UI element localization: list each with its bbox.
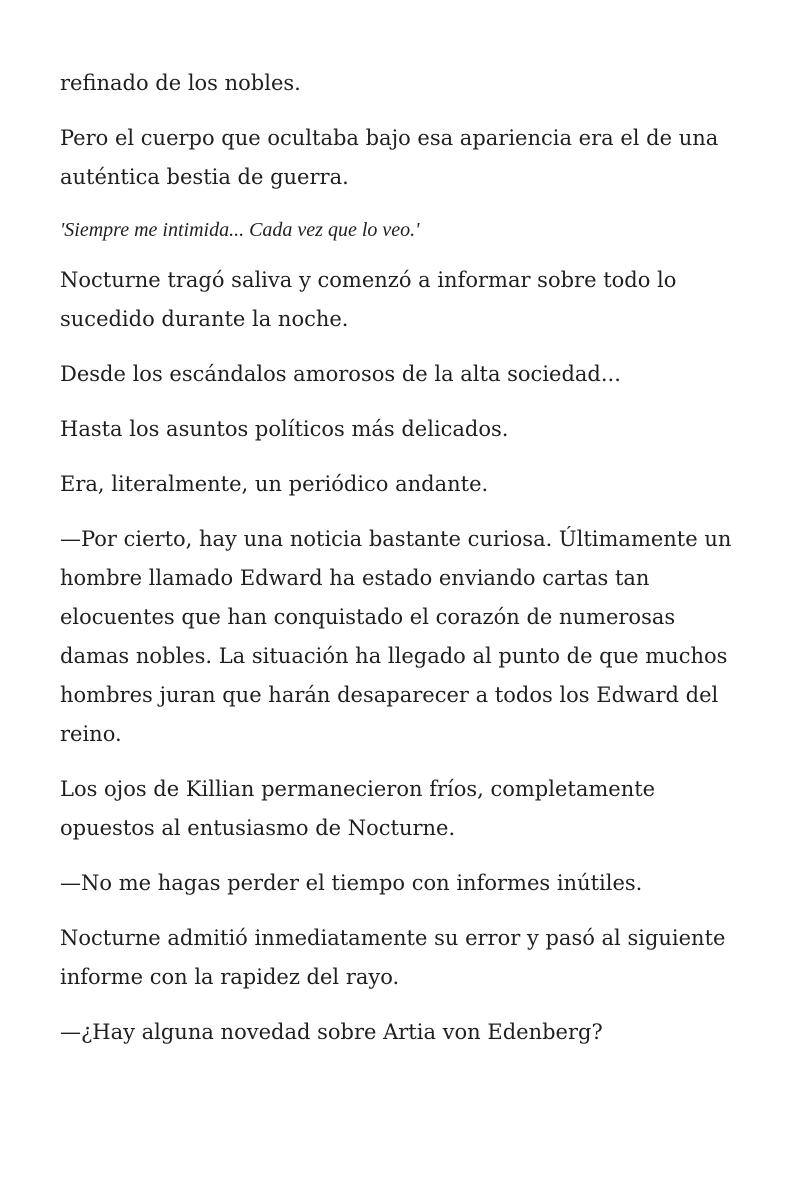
dialogue-paragraph: —¿Hay alguna novedad sobre Artia von Edenberg? bbox=[60, 1020, 603, 1044]
paragraph: Hasta los asuntos políticos más delicados. bbox=[60, 417, 509, 441]
paragraph: Pero el cuerpo que ocultaba bajo esa apariencia era el de una auténtica bestia de guerra. bbox=[60, 126, 719, 189]
dialogue-paragraph: —Por cierto, hay una noticia bastante curiosa. Últimamente un hombre llamado Edward ha estado enviando cartas tan elocuentes que han conquistado el corazón de numerosas damas nobles. La situación ha llegado al punto de que muchos hombres juran que harán desaparecer a todos los Edward del reino. bbox=[60, 527, 732, 746]
paragraph: Nocturne admitió inmediatamente su error y pasó al siguiente informe con la rapidez del rayo. bbox=[60, 926, 726, 989]
dialogue-paragraph: —No me hagas perder el tiempo con informes inútiles. bbox=[60, 871, 643, 895]
paragraph: Era, literalmente, un periódico andante. bbox=[60, 472, 489, 496]
reader-page[interactable] bbox=[60, 64, 740, 1068]
inner-thought: 'Siempre me intimida... Cada vez que lo veo.' bbox=[60, 219, 420, 241]
paragraph: Los ojos de Killian permanecieron fríos, completamente opuestos al entusiasmo de Nocturne. bbox=[60, 777, 656, 840]
paragraph: refinado de los nobles. bbox=[60, 71, 301, 95]
paragraph: Desde los escándalos amorosos de la alta sociedad... bbox=[60, 362, 621, 386]
paragraph: Nocturne tragó saliva y comenzó a informar sobre todo lo sucedido durante la noche. bbox=[60, 268, 677, 331]
